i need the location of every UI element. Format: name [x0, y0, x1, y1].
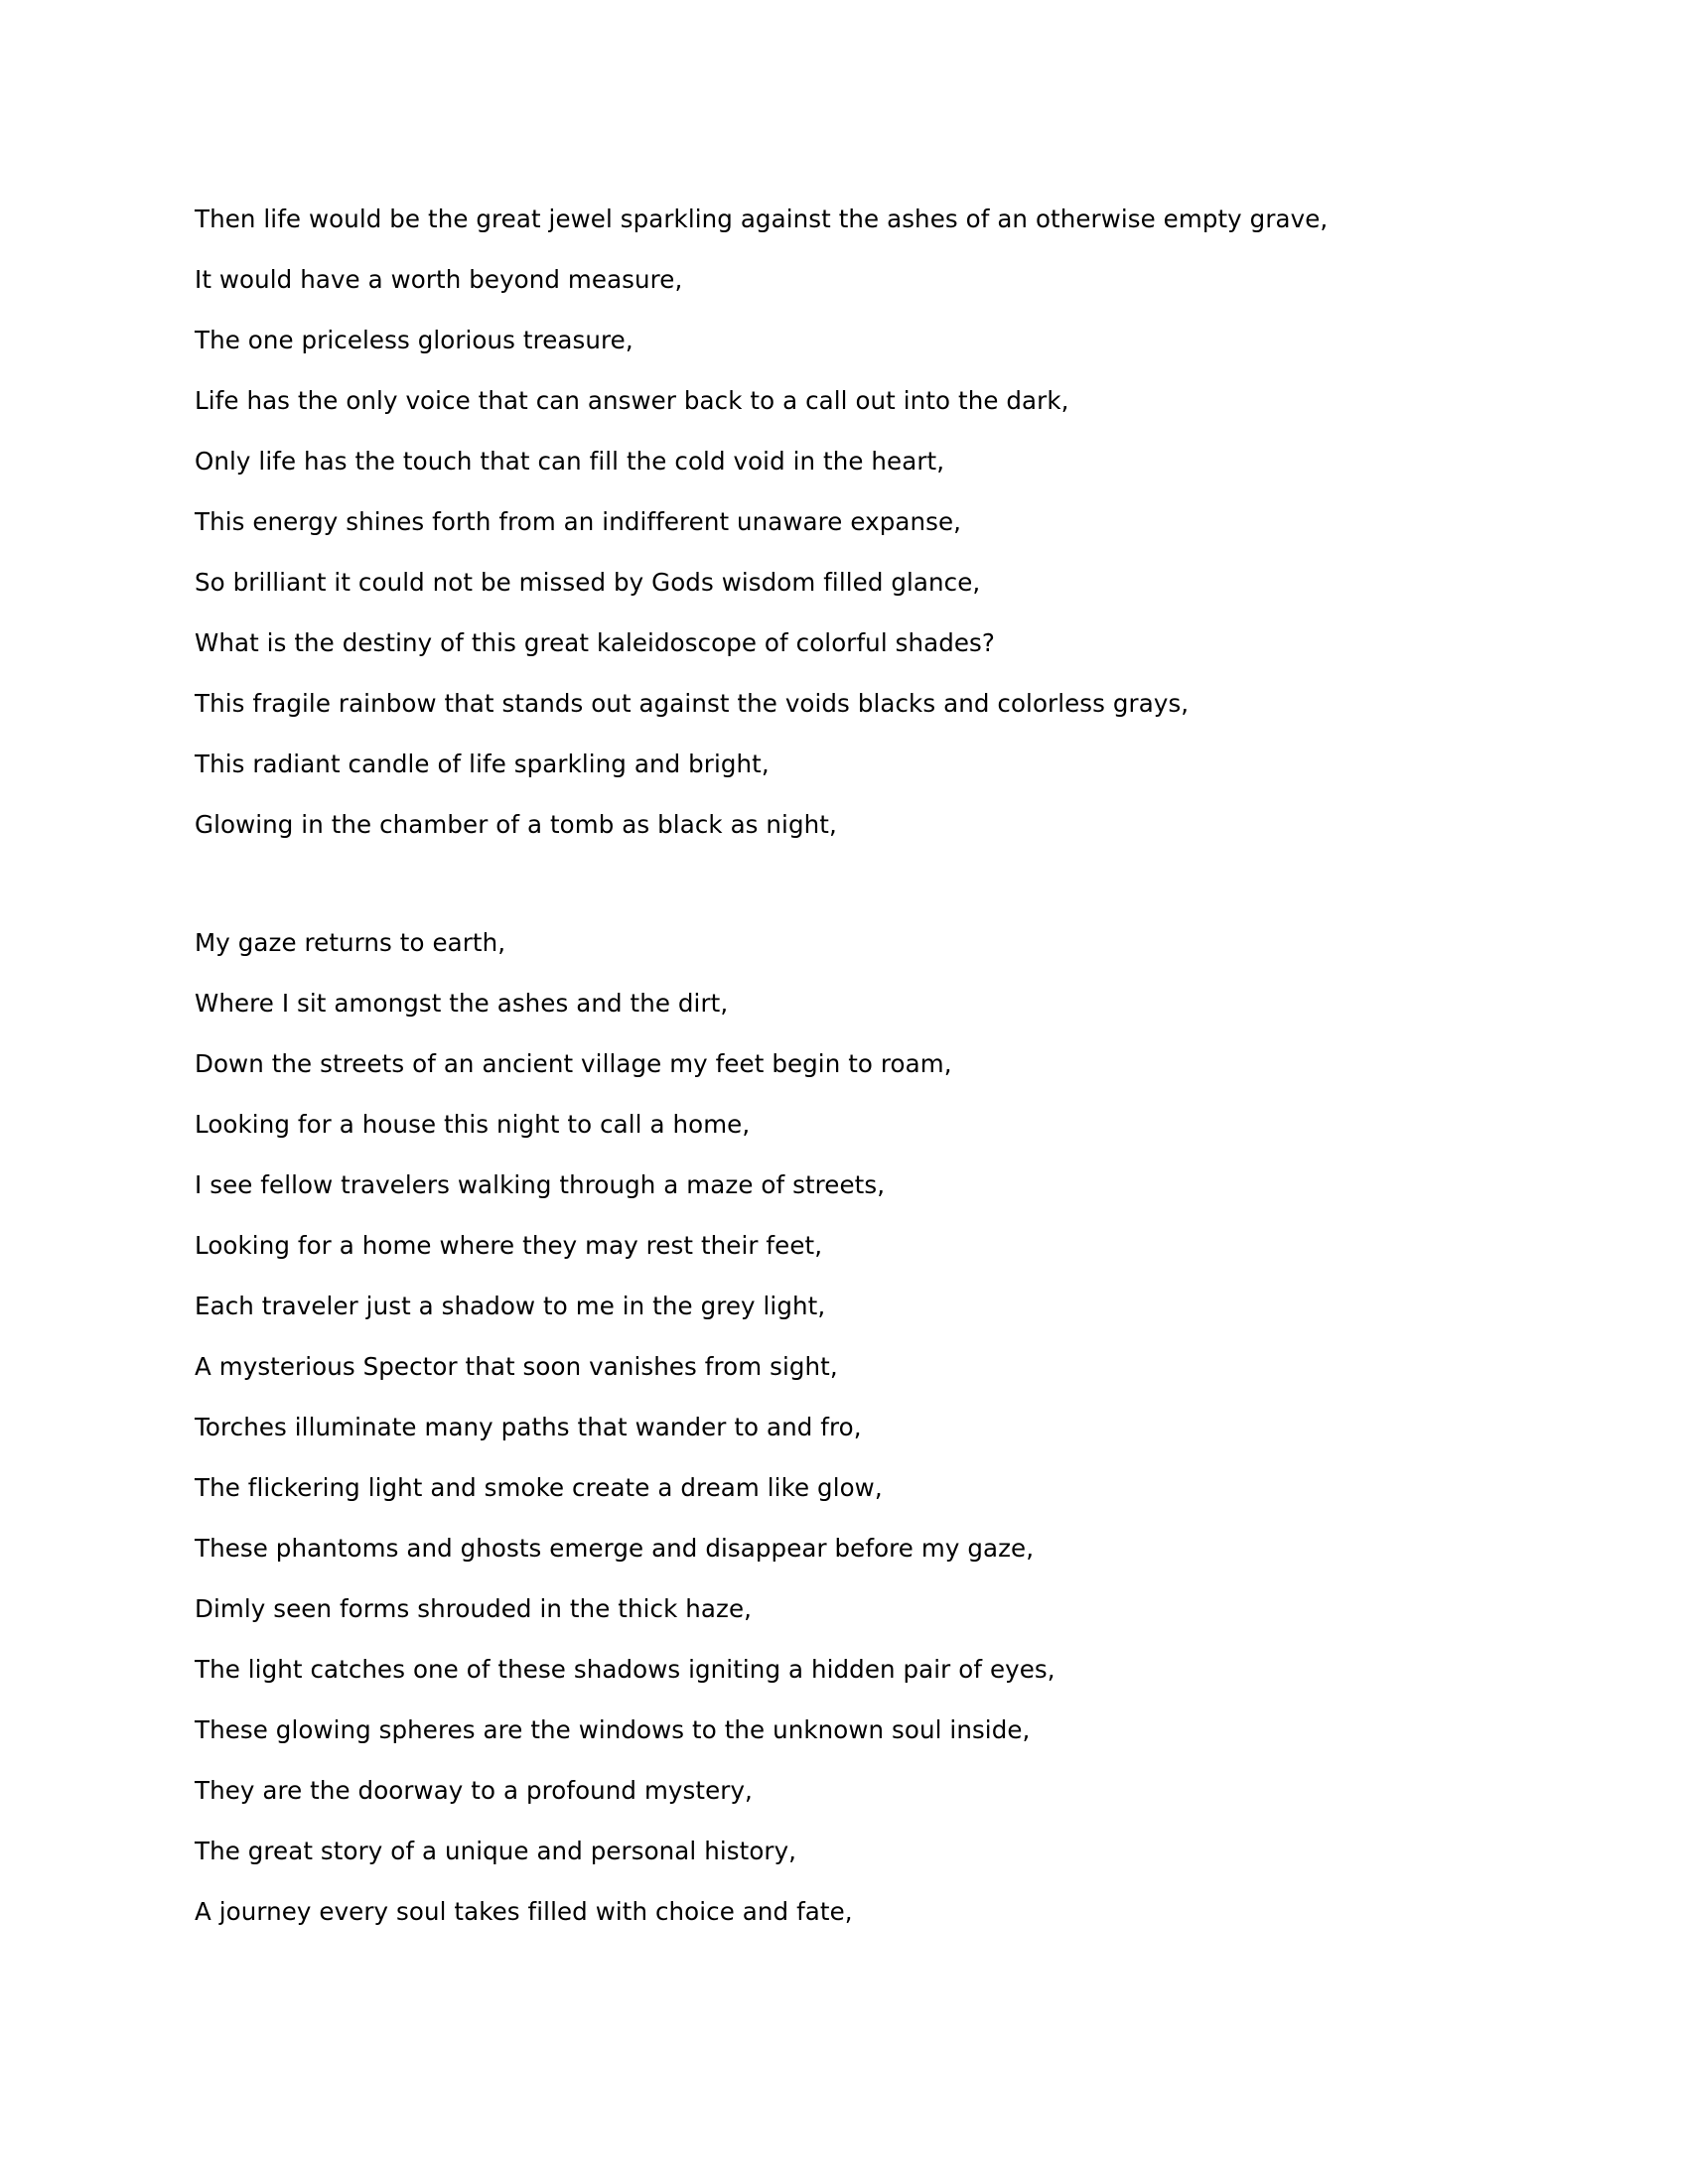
poem-line: They are the doorway to a profound mystery,	[195, 1776, 753, 1805]
poem-line: This energy shines forth from an indifferent unaware expanse,	[195, 507, 962, 536]
poem-line: It would have a worth beyond measure,	[195, 265, 683, 294]
poem-line: This fragile rainbow that stands out against the voids blacks and colorless grays,	[195, 689, 1190, 718]
poem-line: These phantoms and ghosts emerge and disappear before my gaze,	[195, 1534, 1035, 1563]
poem-line: Looking for a house this night to call a home,	[195, 1110, 751, 1139]
poem-line: Life has the only voice that can answer back to a call out into the dark,	[195, 386, 1069, 415]
poem-line: A journey every soul takes filled with choice and fate,	[195, 1897, 853, 1926]
poem-line: What is the destiny of this great kaleidoscope of colorful shades?	[195, 628, 996, 657]
poem-line: These glowing spheres are the windows to the unknown soul inside,	[195, 1715, 1031, 1744]
poem-line: I see fellow travelers walking through a maze of streets,	[195, 1170, 886, 1199]
poem-line: The one priceless glorious treasure,	[195, 326, 633, 354]
poem-line: Dimly seen forms shrouded in the thick haze,	[195, 1594, 753, 1623]
poem-line: Torches illuminate many paths that wander to and fro,	[195, 1413, 862, 1441]
poem-line: A mysterious Spector that soon vanishes from sight,	[195, 1352, 838, 1381]
poem-line: So brilliant it could not be missed by Gods wisdom filled glance,	[195, 568, 981, 597]
poem-line: This radiant candle of life sparkling and bright,	[195, 750, 770, 778]
poem-line: The light catches one of these shadows igniting a hidden pair of eyes,	[195, 1655, 1055, 1684]
poem-stanza	[195, 912, 1460, 1942]
poem-line: My gaze returns to earth,	[195, 928, 506, 957]
poem-line: The great story of a unique and personal history,	[195, 1837, 797, 1865]
poem-line: The flickering light and smoke create a dream like glow,	[195, 1473, 883, 1502]
poem-line: Down the streets of an ancient village my feet begin to roam,	[195, 1049, 952, 1078]
poem-body	[195, 189, 1460, 1942]
poem-line: Looking for a home where they may rest their feet,	[195, 1231, 823, 1260]
poem-line: Where I sit amongst the ashes and the dirt,	[195, 989, 729, 1018]
poem-stanza	[195, 189, 1460, 855]
poem-line: Then life would be the great jewel sparkling against the ashes of an otherwise empty grave,	[195, 205, 1329, 233]
poem-line: Glowing in the chamber of a tomb as black as night,	[195, 810, 837, 839]
poem-line: Each traveler just a shadow to me in the grey light,	[195, 1292, 826, 1320]
poem-line: Only life has the touch that can fill the cold void in the heart,	[195, 447, 945, 476]
